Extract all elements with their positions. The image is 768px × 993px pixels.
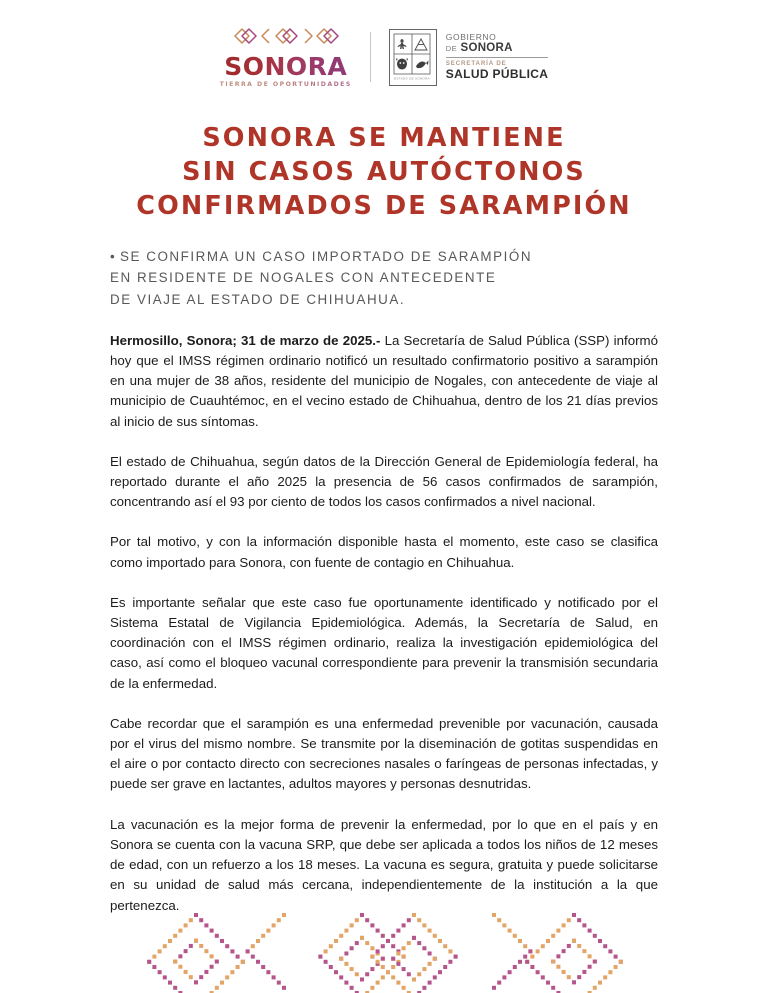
footer-decoration bbox=[0, 907, 768, 993]
salud-logo-text bbox=[446, 33, 549, 82]
sonora-brand-logo bbox=[220, 26, 370, 88]
subheadline-line-3: DE VIAJE AL ESTADO DE CHIHUAHUA. bbox=[110, 292, 406, 308]
headline-line-3: CONFIRMADOS DE SARAMPIÓN bbox=[136, 190, 632, 221]
subheadline-text-1: SE CONFIRMA UN CASO IMPORTADO DE SARAMPIÓN bbox=[119, 248, 533, 264]
salud-publica-logo bbox=[371, 29, 549, 86]
sonora-coat-of-arms-icon bbox=[389, 29, 437, 86]
paragraph-1-text: La Secretaría de Salud Pública (SSP) informó hoy que el IMSS régimen ordinario notificó un resultado confirmatorio positivo a sarampión en una mujer de 38 años, residente del municipio de Nogales, con antecedente de viaje al municipio de Cuauhtémoc, en el vecino estado de Chihuahua, dentro de los 21 días previos al inicio de sus síntomas. bbox=[110, 332, 658, 429]
page-title bbox=[0, 122, 768, 224]
sonora-tagline: TIERRA DE OPORTUNIDADES bbox=[219, 81, 352, 88]
paragraph-5: Cabe recordar que el sarampión es una enfermedad prevenible por vacunación, causada por el virus del mismo nombre. Se transmite por la diseminación de gotitas suspendidas en el aire o por contacto directo con secreciones nasales o faríngeas de personas infectadas, y puede ser grave en lactantes, adultos mayores y personas desnutridas. bbox=[110, 715, 658, 792]
salud-logo-rule bbox=[446, 57, 549, 58]
paragraph-2: El estado de Chihuahua, según datos de la Dirección General de Epidemiología federal, ha reportado durante el año 2025 la presencia de 56 casos confirmados de sarampión, concentrando así el 93 por ciento de todos los casos confirmados a nivel nacional. bbox=[110, 453, 658, 510]
paragraph-4: Es importante señalar que este caso fue oportunamente identificado y notificado por el Sistema Estatal de Vigilancia Epidemiológica. Además, la Secretaría de Salud, en coordinación con el IMSS régimen ordinario, realiza la investigación epidemiológica del caso, así como el bloqueo vacunal correspondiente para prevenir la transmisión secundaria de la enfermedad. bbox=[110, 594, 658, 691]
paragraph-1 bbox=[110, 331, 658, 432]
gobierno-label: GOBIERNO bbox=[445, 31, 497, 42]
subheadline-line-1 bbox=[110, 246, 658, 268]
subheadline bbox=[0, 246, 768, 311]
diamond-chevron-pattern-icon bbox=[134, 907, 634, 993]
svg-text:ESTADO DE SONORA: ESTADO DE SONORA bbox=[393, 76, 430, 80]
sonora-wordmark: SONORA bbox=[224, 52, 348, 81]
de-label: DE bbox=[445, 44, 457, 54]
headline-line-2: SIN CASOS AUTÓCTONOS bbox=[182, 156, 586, 187]
sonora-gov-label bbox=[446, 42, 549, 55]
paragraph-3: Por tal motivo, y con la información disponible hasta el momento, este caso se clasifica como importado para Sonora, con fuente de contagio en Chihuahua. bbox=[110, 534, 658, 570]
secretaria-label: SECRETARÍA DE bbox=[445, 60, 507, 68]
article-body bbox=[0, 331, 768, 916]
salud-publica-label: SALUD PÚBLICA bbox=[445, 67, 549, 82]
document-header bbox=[0, 0, 768, 88]
headline-line-1: SONORA SE MANTIENE bbox=[202, 123, 566, 153]
bullet-icon: • bbox=[110, 248, 115, 264]
dateline: Hermosillo, Sonora; 31 de marzo de 2025.- bbox=[110, 332, 381, 348]
subheadline-line-2: EN RESIDENTE DE NOGALES CON ANTECEDENTE bbox=[110, 270, 497, 286]
paragraph-6: La vacunación es la mejor forma de prevenir la enfermedad, por lo que en el país y en Sonora se cuenta con la vacuna SRP, que debe ser aplicada a todos los niños de 12 meses de edad, con un refuerzo a los 18 meses. La vacuna es segura, gratuita y puede solicitarse en su unidad de salud más cercana, independientemente de la institución a la que pertenezca. bbox=[110, 816, 658, 913]
diamond-pattern-icon bbox=[229, 26, 343, 51]
sonora-gov-name: SONORA bbox=[460, 42, 513, 55]
